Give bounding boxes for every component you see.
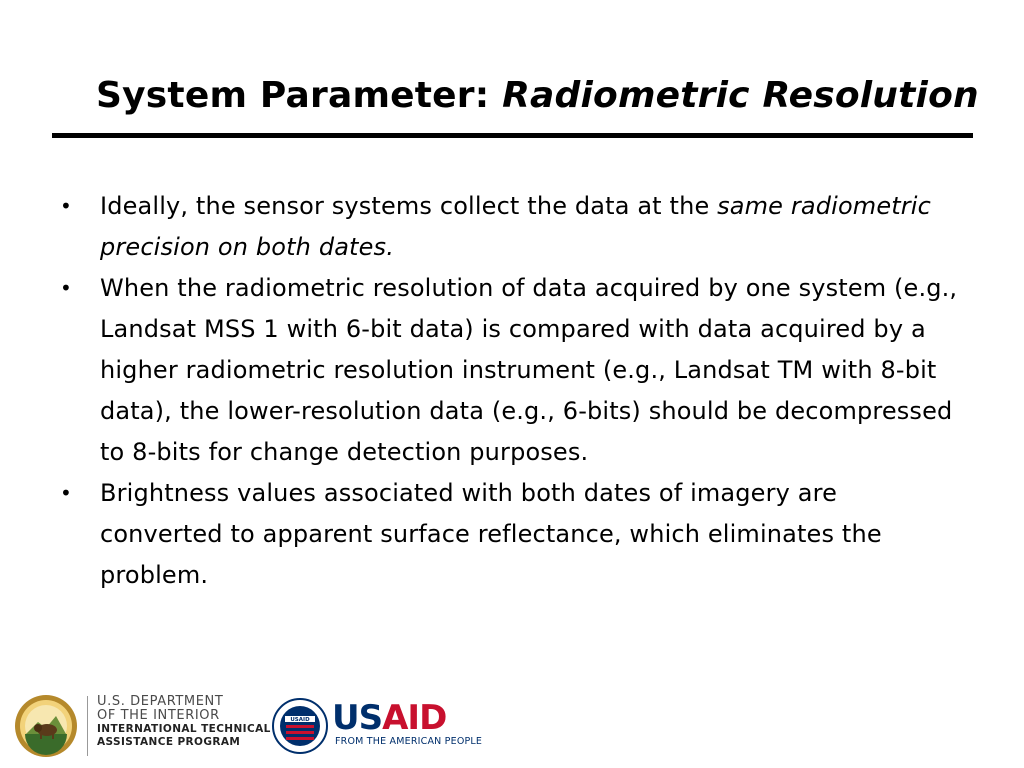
slide-title [96, 72, 979, 120]
footer-divider [87, 696, 88, 756]
usaid-tagline: FROM THE AMERICAN PEOPLE [335, 736, 483, 747]
doi-program-line: INTERNATIONAL TECHNICAL [97, 723, 271, 735]
title-plain: System Parameter: [96, 75, 503, 116]
usaid-us: US [332, 698, 383, 738]
title-underline [52, 133, 973, 138]
bullet-glyph: • [60, 481, 72, 505]
bullet-glyph: • [60, 194, 72, 218]
doi-seal-icon [14, 694, 78, 758]
doi-line: U.S. DEPARTMENT [97, 694, 224, 709]
usaid-wordmark [332, 700, 446, 736]
bullet-item [56, 473, 966, 596]
title-italic: Radiometric Resolution [502, 75, 979, 116]
doi-line: OF THE INTERIOR [97, 708, 220, 723]
bullet-italic-text: same radiometric precision on both dates. [100, 192, 931, 261]
doi-program-line: ASSISTANCE PROGRAM [97, 736, 241, 748]
bullet-text: Brightness values associated with both dates of imagery are converted to apparent surface reflectance, which eliminates the problem. [100, 479, 882, 589]
bullet-glyph: • [60, 276, 72, 300]
bullet-text: Ideally, the sensor systems collect the data at the [100, 192, 718, 220]
bullet-text: When the radiometric resolution of data acquired by one system (e.g., Landsat MSS 1 with 6-bit data) is compared with data acquired by a higher radiometric resolution instrument (e.g., Landsat TM with 8-bit data), the lower-resolution data (e.g., 6-bits) should be decompressed to 8-bits for change detection purposes. [100, 274, 958, 466]
usaid-seal-icon [272, 698, 328, 754]
usaid-aid: AID [382, 698, 447, 738]
doi-wordmark [97, 695, 271, 749]
bullet-item [56, 268, 966, 473]
footer-logos [0, 686, 1024, 768]
bullet-list [56, 186, 966, 596]
bullet-item [56, 186, 966, 268]
svg-text:USAID: USAID [290, 717, 310, 724]
